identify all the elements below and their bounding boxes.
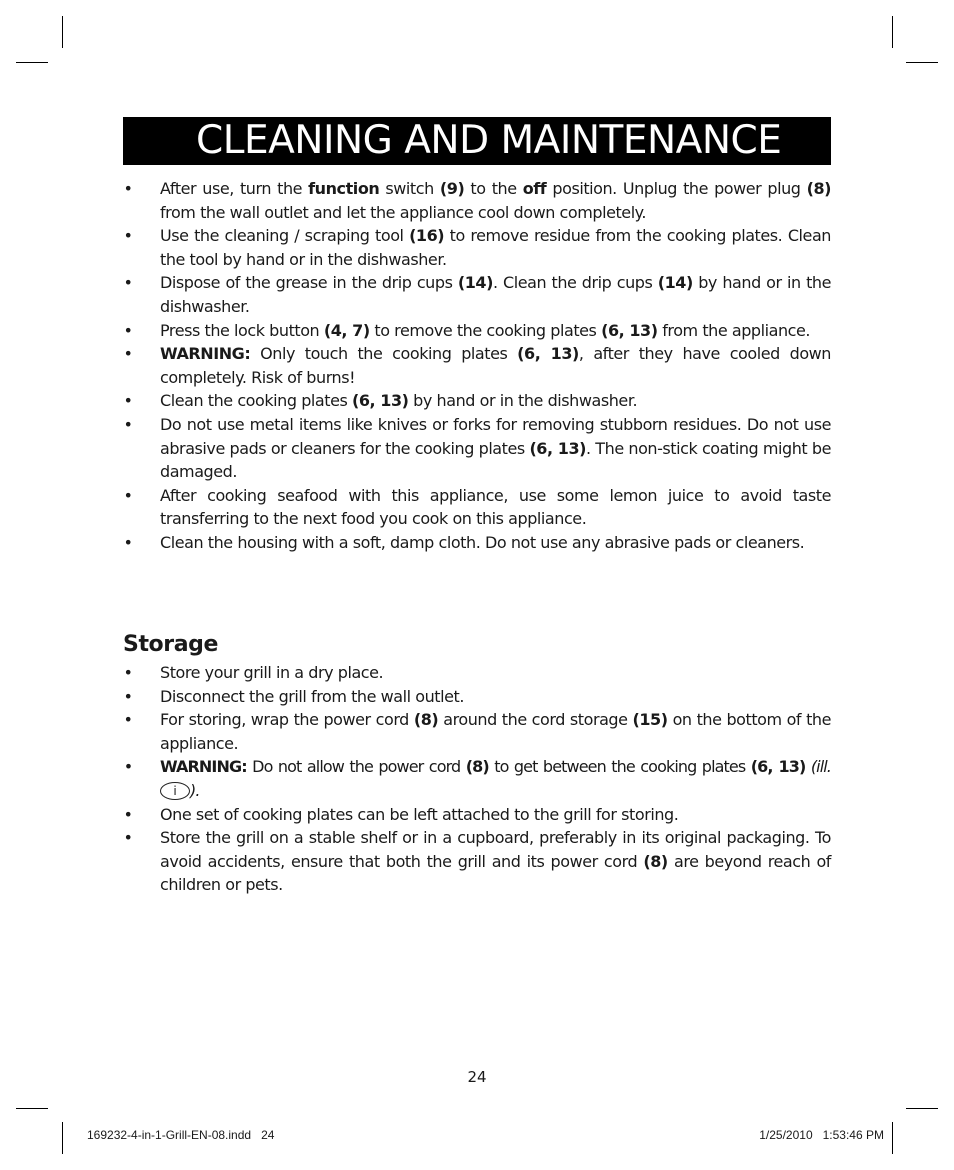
text-run: by hand or in the dishwasher.	[408, 391, 638, 411]
bold-text: function	[308, 179, 380, 198]
cleaning-item	[123, 389, 831, 413]
text-run: One set of cooking plates can be left attached to the grill for storing.	[160, 804, 679, 824]
text-run: to the	[464, 179, 523, 198]
bold-text: (8)	[643, 851, 668, 871]
bullet-icon: •	[123, 391, 133, 411]
storage-item	[123, 803, 831, 827]
bullet-icon: •	[123, 485, 133, 505]
crop-mark	[62, 16, 63, 48]
text-run: . Clean the drip cups	[492, 273, 658, 293]
bold-text: (6, 13)	[352, 391, 409, 411]
text-run: around the cord storage	[438, 710, 633, 730]
cleaning-item	[123, 224, 831, 271]
bullet-icon: •	[123, 663, 133, 682]
text-run: Disconnect the grill from the wall outlet.	[160, 686, 464, 706]
cleaning-item	[123, 271, 831, 318]
text-run: , after they have cooled down completely. Risk of burns!	[160, 344, 832, 387]
page-number: 24	[467, 1068, 487, 1086]
footer-timestamp: 1/25/2010 1:53:46 PM	[759, 1128, 884, 1142]
bold-text: (8)	[806, 179, 831, 198]
crop-mark	[906, 1108, 938, 1109]
text-run: After use, turn the	[160, 179, 309, 198]
storage-item	[123, 708, 831, 755]
bold-text: WARNING:	[160, 757, 247, 777]
text-run: Use the cleaning / scraping tool	[160, 226, 410, 246]
bullet-icon: •	[123, 226, 133, 246]
text-run: on the bottom of the appliance.	[160, 710, 831, 753]
text-run: by hand or in the dishwasher.	[160, 273, 831, 316]
bullet-icon: •	[123, 710, 133, 730]
text-run: After cooking seafood with this appliance, use some lemon juice to avoid taste transferring to the next food you cook on this appliance.	[160, 485, 831, 529]
bullet-icon: •	[123, 344, 133, 364]
cleaning-instructions-list	[123, 177, 831, 555]
bullet-icon: •	[123, 757, 133, 777]
section-title-bar	[123, 117, 831, 165]
cleaning-item	[123, 319, 831, 343]
italic-text: ).	[190, 780, 200, 800]
text-run: . The non-stick coating might be damaged.	[160, 438, 831, 482]
bold-text: (4, 7)	[323, 320, 370, 340]
bold-text: (9)	[439, 179, 465, 198]
bullet-icon: •	[123, 804, 133, 824]
crop-mark	[892, 1122, 893, 1154]
storage-item	[123, 755, 831, 802]
bullet-icon: •	[123, 414, 133, 434]
crop-mark	[892, 16, 893, 48]
text-run: For storing, wrap the power cord	[160, 710, 414, 730]
bold-text: (16)	[409, 226, 445, 246]
bold-text: (8)	[413, 710, 439, 730]
bullet-icon: •	[123, 273, 133, 293]
storage-item	[123, 685, 831, 709]
bold-text: (14)	[457, 273, 493, 293]
bullet-icon: •	[123, 828, 133, 848]
section-title: CLEANING AND MAINTENANCE	[196, 118, 782, 163]
text-run: Store your grill in a dry place.	[160, 663, 384, 682]
crop-mark	[16, 1108, 48, 1109]
bold-text: (6, 13)	[750, 757, 806, 777]
bullet-icon: •	[123, 179, 133, 198]
bold-text: (6, 13)	[529, 438, 586, 458]
bold-text: (6, 13)	[517, 344, 579, 364]
text-run: Press the lock button	[160, 320, 324, 340]
cleaning-item	[123, 177, 831, 224]
cleaning-item	[123, 413, 831, 484]
bold-text: (6, 13)	[601, 320, 658, 340]
text-run: switch	[379, 179, 440, 198]
text-run: are beyond reach of children or pets.	[160, 851, 831, 895]
footer-file-name: 169232-4-in-1-Grill-EN-08.indd 24	[87, 1128, 275, 1142]
cleaning-item	[123, 531, 831, 555]
text-run: Clean the cooking plates	[160, 391, 353, 411]
text-run: to get between the cooking plates	[488, 757, 751, 777]
cleaning-item	[123, 342, 831, 389]
bold-text: (14)	[657, 273, 693, 293]
storage-item	[123, 661, 831, 685]
bold-text: off	[522, 179, 547, 198]
bullet-icon: •	[123, 532, 133, 552]
bullet-icon: •	[123, 686, 133, 706]
text-run: position. Unplug the power plug	[546, 179, 807, 198]
text-run: to remove the cooking plates	[369, 320, 602, 340]
storage-instructions-list	[123, 661, 831, 897]
storage-item	[123, 826, 831, 897]
text-run: Do not use metal items like knives or forks for removing stubborn residues. Do not use abrasive pads or cleaners for the cooking plates	[160, 414, 831, 458]
text-run: Dispose of the grease in the drip cups	[160, 273, 458, 293]
text-run: to remove residue from the cooking plates. Clean the tool by hand or in the dishwasher.	[160, 226, 831, 269]
text-run: Do not allow the power cord	[246, 757, 466, 777]
bold-text: (15)	[632, 710, 668, 730]
text-run: Store the grill on a stable shelf or in a cupboard, preferably in its original packaging. To avoid accidents, ensure that both the grill and its power cord	[160, 828, 831, 871]
storage-heading: Storage	[123, 632, 219, 657]
text-run: Only touch the cooking plates	[250, 344, 518, 364]
bold-text: WARNING:	[160, 344, 251, 364]
bold-text: (8)	[465, 757, 489, 777]
crop-mark	[16, 62, 48, 63]
crop-mark	[906, 62, 938, 63]
crop-mark	[62, 1122, 63, 1154]
text-run: from the appliance.	[657, 320, 811, 340]
bullet-icon: •	[123, 320, 133, 340]
cleaning-item	[123, 484, 831, 531]
text-run: from the wall outlet and let the appliance cool down completely.	[160, 202, 647, 222]
italic-text: (ill.	[805, 757, 831, 777]
illustration-ref-icon: i	[160, 782, 190, 800]
text-run: Clean the housing with a soft, damp cloth. Do not use any abrasive pads or cleaners.	[160, 532, 805, 552]
